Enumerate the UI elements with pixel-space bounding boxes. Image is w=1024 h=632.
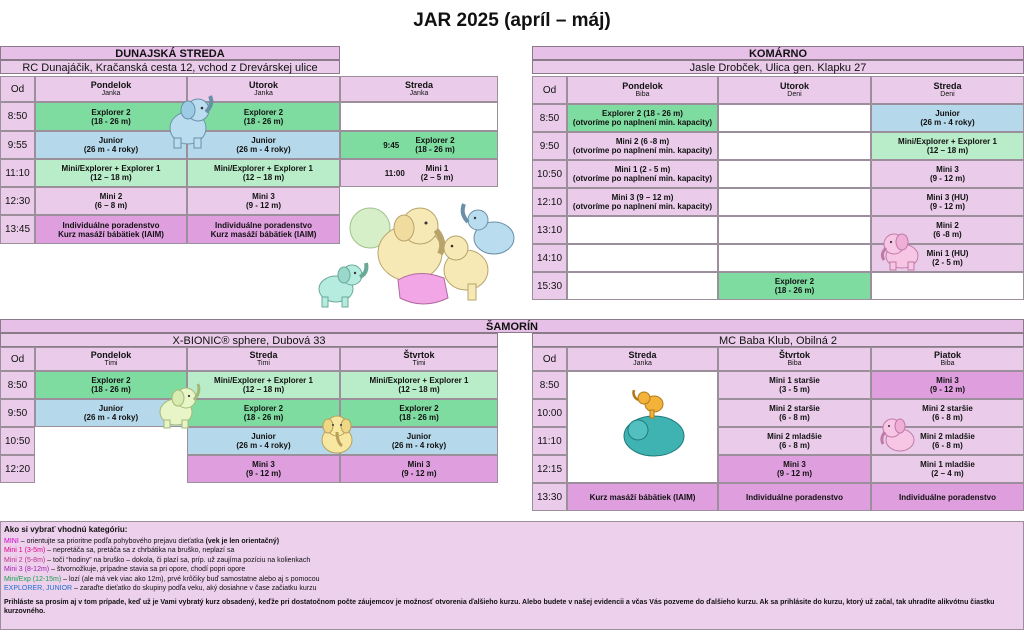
course-cell <box>871 160 1024 188</box>
empty-cell <box>567 216 718 244</box>
course-cell <box>340 159 498 187</box>
course-name: Explorer 2 (18 - 26 m) <box>602 109 683 118</box>
legend-item-mini1 <box>4 546 1020 556</box>
teacher-name: Janka <box>409 89 429 97</box>
course-name: Mini 3 <box>252 192 275 201</box>
course-cell <box>187 159 340 187</box>
time-cell: 8:50 <box>0 371 35 399</box>
dunajska-address: RC Dunajáčik, Kračanská cesta 12, vchod z Drevárskej ulice <box>0 60 340 74</box>
course-cell <box>340 131 498 159</box>
empty-cell <box>718 160 871 188</box>
day-name: Štvrtok <box>778 349 810 360</box>
course-age: (2 – 4 m) <box>931 469 964 478</box>
day-name: Streda <box>249 349 278 360</box>
course-name: Mini 3 <box>936 165 959 174</box>
time-cell: 8:50 <box>0 102 35 131</box>
time-cell: 8:50 <box>532 371 567 399</box>
course-cell <box>340 455 498 483</box>
time-cell: 10:00 <box>532 399 567 427</box>
legend-label: EXPLORER, JUNIOR <box>4 585 73 592</box>
komarno-city-banner: KOMÁRNO <box>532 46 1024 60</box>
course-name: Mini 1 <box>425 164 449 173</box>
time-cell: 12:30 <box>0 187 35 215</box>
day-name: Utorok <box>249 79 278 90</box>
course-age: (18 - 26 m) <box>243 116 284 126</box>
course-cell <box>718 371 871 399</box>
course-age: (26 m - 4 roky) <box>236 441 291 450</box>
course-age: (9 - 12 m) <box>245 469 282 478</box>
course-age: (18 - 26 m) <box>243 413 284 422</box>
legend-item-mini3 <box>4 565 1020 575</box>
empty-cell <box>718 216 871 244</box>
course-name: Junior <box>406 432 432 441</box>
time-cell: 12:15 <box>532 455 567 483</box>
time-cell: 13:45 <box>0 215 35 244</box>
teacher-name: Biba <box>787 359 802 367</box>
course-age: (26 m - 4 roky) <box>83 413 139 422</box>
dunajska-city-banner: DUNAJSKÁ STREDA <box>0 46 340 60</box>
samorin-day-mon <box>35 347 187 371</box>
course-age: (2 – 5 m) <box>420 173 454 182</box>
course-cell <box>871 104 1024 132</box>
legend-item-explorer <box>4 584 1020 594</box>
time-cell: 10:50 <box>532 160 567 188</box>
legend-bold: (vek je len orientačný) <box>205 537 280 545</box>
babaklub-address: MC Baba Klub, Obilná 2 <box>532 333 1024 347</box>
course-cell <box>187 187 340 215</box>
time-cell: 12:10 <box>532 188 567 216</box>
course-name: Explorer 2 <box>774 277 815 286</box>
course-cell <box>718 272 871 300</box>
time-cell: 9:50 <box>532 132 567 160</box>
pink-elephant-icon <box>880 228 926 272</box>
legend-item-miniexp <box>4 575 1020 585</box>
course-cell <box>871 483 1024 511</box>
course-cell <box>567 483 718 511</box>
course-cell <box>718 399 871 427</box>
course-name: Mini 2 <box>99 192 123 201</box>
dunajska-day-wed <box>340 76 498 102</box>
course-age: (18 - 26 m) <box>91 116 131 126</box>
day-name: Streda <box>933 80 962 91</box>
teacher-name: Deni <box>940 90 955 98</box>
course-age: (26 m - 4 roky) <box>83 145 139 154</box>
course-cell <box>340 399 498 427</box>
babaklub-day-thu <box>718 347 871 371</box>
course-age: (9 - 12 m) <box>929 174 966 183</box>
teacher-name: Janka <box>254 89 273 97</box>
course-age: (12 – 18 m) <box>90 173 132 182</box>
course-name: Mini 1 staršie <box>769 376 820 385</box>
legend-text: – točí “hodiny” na bruško – dokola, či plazí sa, príp. už zaujíma pozíciu na kolienkach <box>45 556 311 564</box>
komarno-day-wed <box>871 76 1024 104</box>
course-cell <box>35 187 187 215</box>
course-cell <box>187 455 340 483</box>
course-cell <box>35 159 187 187</box>
teacher-name: Timi <box>412 359 426 367</box>
course-age: Kurz masáží bábätiek (IAIM) <box>210 229 317 239</box>
course-age: (12 – 18 m) <box>398 385 440 394</box>
course-name: Junior <box>935 109 960 118</box>
time-cell: 10:50 <box>0 427 35 455</box>
course-age: (2 - 5 m) <box>932 258 963 267</box>
course-name: Mini 3 (9 – 12 m) <box>611 193 674 202</box>
course-age: (18 - 26 m) <box>399 413 439 422</box>
course-age: (9 - 12 m) <box>929 202 966 211</box>
course-name: Mini/Explorer + Explorer 1 <box>214 376 313 385</box>
empty-cell <box>718 104 871 132</box>
course-note: (otvoríme po naplnení min. kapacity) <box>572 202 713 211</box>
teacher-name: Biba <box>635 90 650 98</box>
course-name: Mini 3 (HU) <box>926 193 969 202</box>
course-age: (26 m - 4 roky) <box>236 145 291 154</box>
time-cell: 13:10 <box>532 216 567 244</box>
course-age: (6 - 8 m) <box>779 441 810 450</box>
day-name: Pondelok <box>622 80 663 91</box>
course-cell <box>718 483 871 511</box>
time-cell: 11:10 <box>532 427 567 455</box>
babaklub-day-fri <box>871 347 1024 371</box>
legend-box <box>0 521 1024 630</box>
course-cell <box>871 188 1024 216</box>
page-title: JAR 2025 (apríl – máj) <box>413 10 611 31</box>
course-note: (otvoríme po naplnení min. kapacity) <box>572 146 713 155</box>
legend-text: – orientujte sa prioritne podľa pohybového prejavu dieťatka <box>18 537 206 545</box>
elephants-group-icon <box>348 198 523 313</box>
course-age: (18 - 26 m) <box>91 385 131 394</box>
course-note: (otvoríme po naplnení min. kapacity) <box>572 174 713 183</box>
course-cell <box>718 427 871 455</box>
course-age: (6 – 8 m) <box>94 201 128 210</box>
komarno-day-tue <box>718 76 871 104</box>
empty-cell <box>567 244 718 272</box>
course-name: Mini/Explorer + Explorer 1 <box>61 164 161 173</box>
day-name: Streda <box>404 79 433 90</box>
course-name: Mini/Explorer + Explorer 1 <box>898 137 997 146</box>
samorin-city-banner: ŠAMORÍN <box>0 319 1024 333</box>
course-name: Mini/Explorer + Explorer 1 <box>214 164 313 173</box>
pink-elephant-small-icon <box>880 414 922 454</box>
course-name: Explorer 2 <box>399 404 439 413</box>
course-name: Individuálne poradenstvo <box>899 492 996 502</box>
course-age: (9 - 12 m) <box>245 201 282 210</box>
course-name: Mini 1 (2 - 5 m) <box>614 165 671 174</box>
empty-cell <box>718 244 871 272</box>
course-name: Explorer 2 <box>243 404 284 413</box>
course-age: (12 – 18 m) <box>926 146 969 155</box>
course-time: 9:45 <box>383 140 400 150</box>
legend-label: Mini 1 (3-5m) <box>4 547 46 554</box>
course-age: Kurz masáží bábätiek (IAIM) <box>58 229 164 239</box>
course-name: Individuálne poradenstvo <box>746 492 843 502</box>
komarno-address: Jasle Drobček, Ulica gen. Klapku 27 <box>532 60 1024 74</box>
course-age: (18 - 26 m) <box>415 145 455 154</box>
course-age: (9 - 12 m) <box>776 469 813 478</box>
course-age: (12 – 18 m) <box>242 173 285 182</box>
course-name: Junior <box>251 432 276 441</box>
day-name: Pondelok <box>90 79 132 90</box>
course-name: Mini 1 mladšie <box>920 460 975 469</box>
course-name: Mini 3 <box>252 460 275 469</box>
legend-text: – nepretáča sa, pretáča sa z chrbátika na bruško, neplazí sa <box>45 547 235 554</box>
course-cell <box>871 455 1024 483</box>
course-cell <box>35 215 187 244</box>
dunajska-od-header: Od <box>0 76 35 102</box>
course-name: Explorer 2 <box>415 136 455 145</box>
teacher-name: Timi <box>257 359 270 367</box>
course-age: (3 - 5 m) <box>779 385 810 394</box>
time-cell: 11:10 <box>0 159 35 187</box>
course-name: Mini/Explorer + Explorer 1 <box>369 376 469 385</box>
empty-cell <box>718 188 871 216</box>
course-name: Junior <box>98 404 124 413</box>
time-cell: 9:55 <box>0 131 35 159</box>
course-cell <box>187 371 340 399</box>
empty-cell <box>567 272 718 300</box>
time-cell: 8:50 <box>532 104 567 132</box>
course-name: Mini 2 mladšie <box>767 432 822 441</box>
blue-elephant-icon <box>158 92 218 150</box>
course-cell <box>567 160 718 188</box>
samorin-address: X-BIONIC® sphere, Dubová 33 <box>0 333 498 347</box>
course-age: (6 - 8 m) <box>932 441 963 450</box>
course-age: (9 - 12 m) <box>929 385 966 394</box>
komarno-day-mon <box>567 76 718 104</box>
day-name: Utorok <box>780 80 809 91</box>
course-age: (6 - 8 m) <box>779 413 810 422</box>
course-name: Junior <box>98 136 124 145</box>
course-name: Individuálne poradenstvo <box>62 220 160 230</box>
course-age: (6 -8 m) <box>933 230 962 239</box>
day-name: Piatok <box>933 349 961 360</box>
course-name: Mini 3 <box>407 460 431 469</box>
course-age: (6 - 8 m) <box>932 413 963 422</box>
legend-label: MINI <box>4 537 19 545</box>
legend-text: – zaraďte dieťatko do skupiny podľa veku, aký dosiahne v čase začiatku kurzu <box>72 585 317 592</box>
samorin-od-header: Od <box>0 347 35 371</box>
day-name: Pondelok <box>90 349 132 360</box>
course-name: Mini 2 mladšie <box>920 432 975 441</box>
legend-label: Mini 3 (8-12m) <box>4 566 50 573</box>
day-name: Streda <box>628 349 657 360</box>
babaklub-od-header: Od <box>532 347 567 371</box>
legend-note: Prihláste sa prosím aj v tom prípade, keď už je Vami vybratý kurz obsadený, keďže pri dostatočnom počte záujemcov je možnosť otvorenia ďalšieho kurzu. Alebo budete v našej evidencii a včas Vás pozveme do ďalšieho kurzu. Ak sa prihlásite do kurzu, ktorý už začal, tak uhradíte alikvótnu čiastku kurzovného. <box>4 598 995 615</box>
course-name: Mini 2 staršie <box>922 404 973 413</box>
course-age: (9 - 12 m) <box>401 469 437 478</box>
teacher-name: Timi <box>104 359 118 367</box>
course-cell <box>567 104 718 132</box>
day-name: Štvrtok <box>403 349 435 360</box>
course-name: Explorer 2 <box>243 107 284 117</box>
legend-text: – štvornožkuje, prípadne stavia sa pri opore, chodí popri opore <box>49 566 246 573</box>
course-cell <box>718 455 871 483</box>
teacher-name: Janka <box>633 359 652 367</box>
course-age: (26 m - 4 roky) <box>920 118 975 127</box>
course-name: Kurz masáží bábätiek (IAIM) <box>589 492 696 502</box>
course-time: 11:00 <box>384 168 405 178</box>
empty-cell <box>718 132 871 160</box>
samorin-day-thu <box>340 347 498 371</box>
legend-item-mini2 <box>4 556 1020 566</box>
course-cell <box>567 188 718 216</box>
teal-orange-elephants-icon <box>618 390 690 458</box>
course-name: Mini 2 (6 -8 m) <box>615 137 670 146</box>
time-cell: 14:10 <box>532 244 567 272</box>
course-name: Mini 1 (HU) <box>926 249 969 258</box>
teacher-name: Biba <box>940 359 955 367</box>
course-name: Mini 2 <box>936 221 959 230</box>
legend-label: Mini 2 (5-8m) <box>4 556 46 564</box>
yellow-elephant-icon <box>316 412 358 456</box>
empty-cell <box>340 102 498 131</box>
time-cell: 12:20 <box>0 455 35 483</box>
course-name: Junior <box>251 136 276 145</box>
course-age: (18 - 26 m) <box>774 286 815 295</box>
empty-cell <box>871 272 1024 300</box>
course-note: (otvoríme po naplnení min. kapacity) <box>572 118 713 127</box>
course-cell <box>187 215 340 244</box>
teacher-name: Deni <box>787 90 802 98</box>
legend-heading: Ako si vybrať vhodnú kategóriu: <box>4 525 128 534</box>
legend-text: – lozí (ale má vek viac ako 12m), prvé krôčiky buď samostatne alebo aj s pomocou <box>61 575 320 583</box>
komarno-od-header: Od <box>532 76 567 104</box>
babaklub-day-wed <box>567 347 718 371</box>
legend-item-mini <box>4 537 1020 547</box>
course-cell <box>871 371 1024 399</box>
course-cell <box>340 427 498 455</box>
time-cell: 9:50 <box>0 399 35 427</box>
green-elephant-icon <box>152 382 202 430</box>
course-name: Individuálne poradenstvo <box>215 220 312 230</box>
course-age: (26 m - 4 roky) <box>391 441 447 450</box>
time-cell: 13:30 <box>532 483 567 511</box>
course-name: Mini 3 <box>936 376 959 385</box>
time-cell: 15:30 <box>532 272 567 300</box>
course-cell <box>340 371 498 399</box>
teacher-name: Janka <box>101 89 121 97</box>
course-cell <box>871 132 1024 160</box>
course-name: Explorer 2 <box>91 107 131 117</box>
course-name: Mini 2 staršie <box>769 404 820 413</box>
legend-label: Mini/Exp (12-15m) <box>4 575 62 583</box>
course-age: (12 – 18 m) <box>242 385 285 394</box>
course-cell <box>567 132 718 160</box>
course-name: Mini 3 <box>783 460 806 469</box>
course-name: Explorer 2 <box>91 376 131 385</box>
samorin-day-wed <box>187 347 340 371</box>
